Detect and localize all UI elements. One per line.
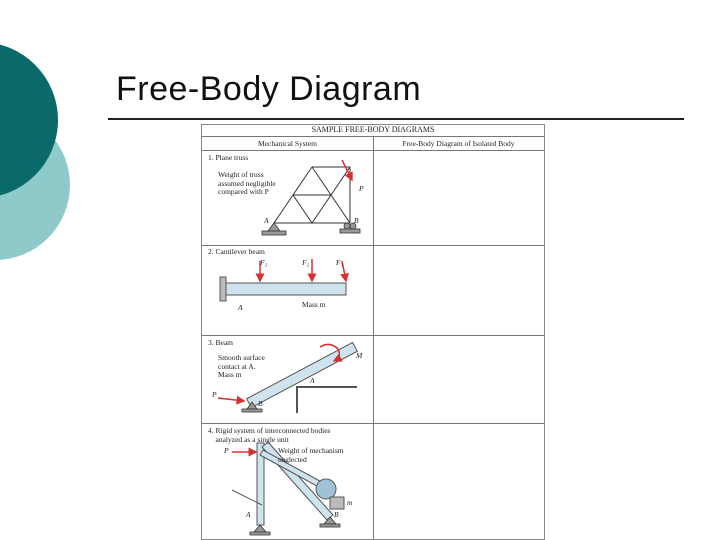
row-3-label: 3. Beam xyxy=(208,338,233,347)
decorative-circles xyxy=(0,0,120,300)
tag-f2: F₂ xyxy=(302,258,310,267)
row-2-label: 2. Cantilever beam xyxy=(208,247,265,256)
truss-supports xyxy=(262,223,360,235)
slide-title: Free-Body Diagram xyxy=(116,70,422,108)
tag-a4: A xyxy=(246,510,251,519)
row-3-note: Smooth surface contact at A. Mass m xyxy=(218,353,265,379)
tag-a: A xyxy=(264,216,269,225)
tag-b4: B xyxy=(334,510,339,519)
title-rule xyxy=(108,118,684,120)
plane-truss xyxy=(274,167,350,223)
row-4-note: Weight of mechanism neglected xyxy=(278,446,344,464)
tag-p3: P xyxy=(212,390,217,399)
tag-f3: F₃ xyxy=(260,258,268,267)
force-arrow-p3 xyxy=(218,398,244,401)
tag-a2: A xyxy=(238,303,243,312)
col-head-fbd: Free-Body Diagram of Isolated Body xyxy=(402,139,515,148)
row-1-label: 1. Plane truss xyxy=(208,153,249,162)
tag-mass: Mass m xyxy=(302,300,326,309)
tag-p4: P xyxy=(224,446,229,455)
tag-a3: A xyxy=(310,376,315,385)
cantilever-beam xyxy=(226,283,346,295)
tag-m: M xyxy=(356,351,363,360)
hanging-mass xyxy=(330,497,344,509)
row-1-note: Weight of truss assumed negligible compared with P xyxy=(218,170,276,196)
tag-m4: m xyxy=(347,498,353,507)
tag-b3: B xyxy=(258,399,263,408)
cantilever-wall xyxy=(220,277,226,301)
ledge xyxy=(297,387,357,413)
figure-title: SAMPLE FREE-BODY DIAGRAMS xyxy=(311,125,435,134)
tag-b: B xyxy=(354,216,359,225)
tag-p: P xyxy=(359,184,364,193)
col-head-mechanical: Mechanical System xyxy=(258,139,317,148)
sample-fbd-figure xyxy=(201,124,545,540)
row-4-label: 4. Rigid system of interconnected bodies analyzed as a single unit xyxy=(208,426,331,444)
tag-f1: F₁ xyxy=(336,258,344,267)
